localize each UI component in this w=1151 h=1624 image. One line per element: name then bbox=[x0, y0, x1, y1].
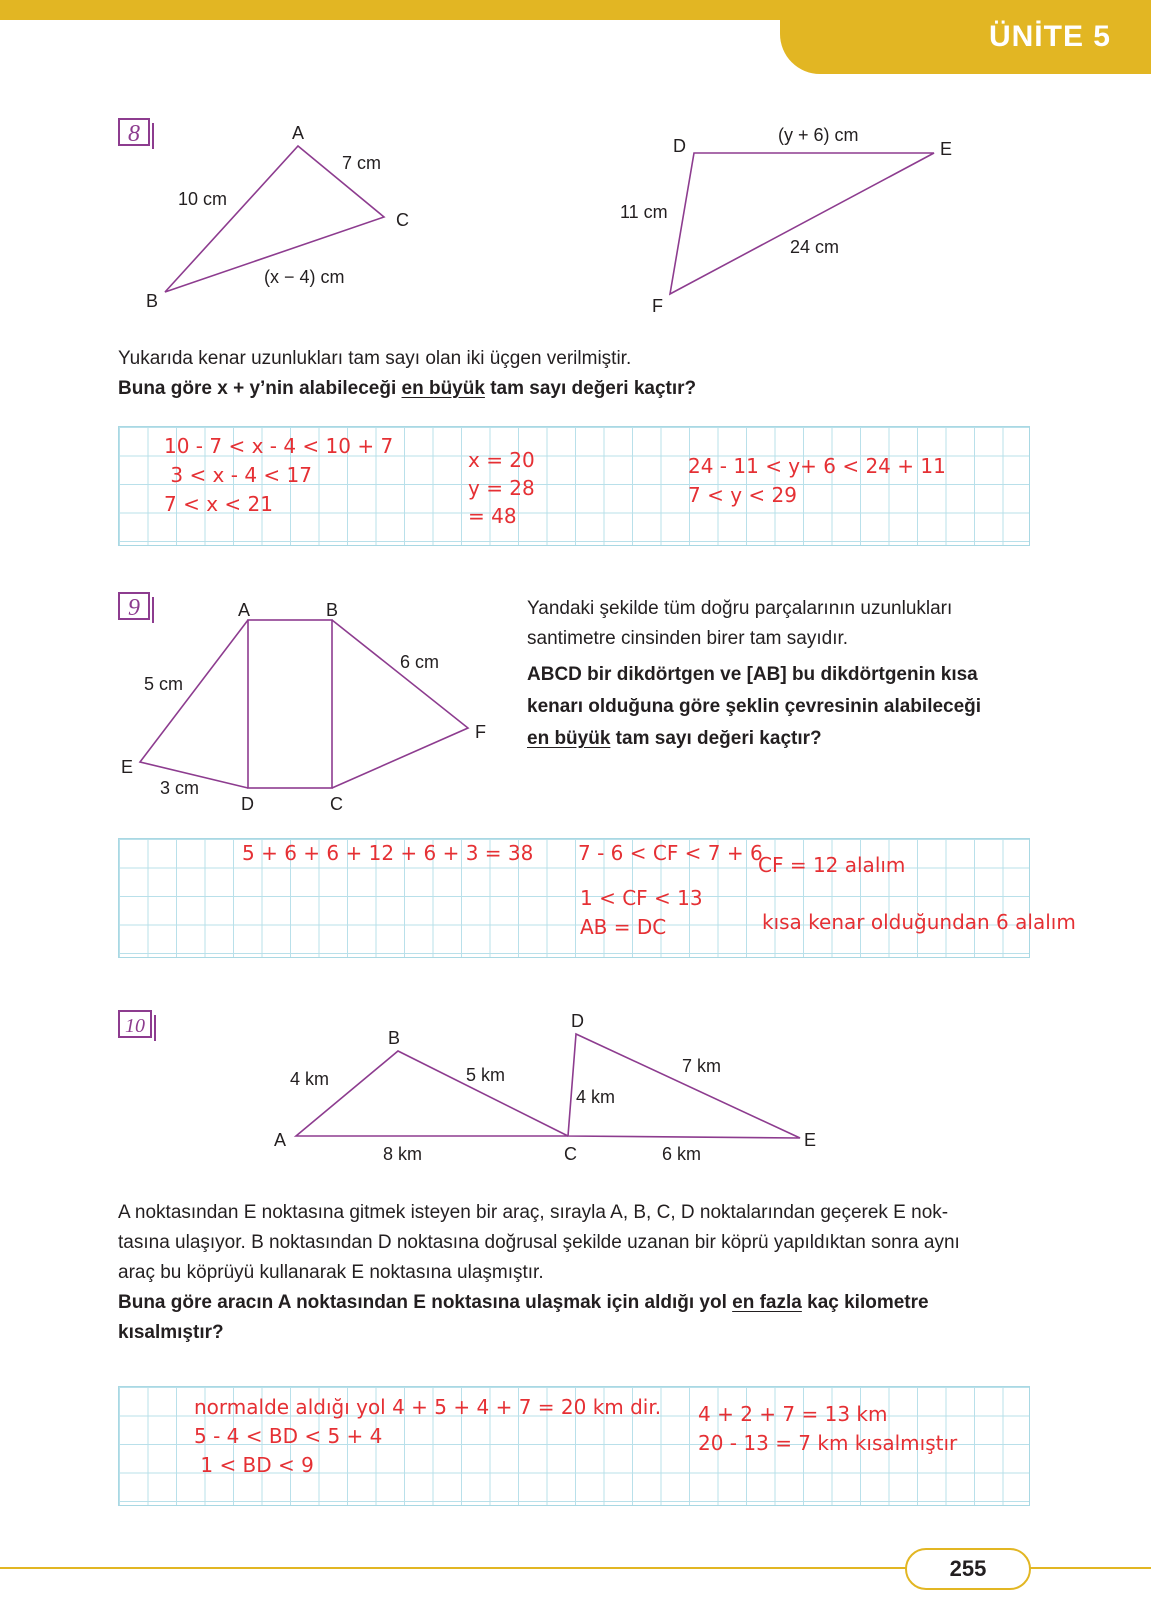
vertex-b-label: B bbox=[146, 291, 159, 311]
q9-side-ae: 5 cm bbox=[144, 674, 184, 694]
q8-answer-col1: 10 - 7 < x - 4 < 10 + 7 3 < x - 4 < 17 7 < x < 21 bbox=[164, 434, 394, 516]
side-df-label: 11 cm bbox=[620, 202, 668, 222]
q10-vertex-e: E bbox=[804, 1130, 817, 1150]
unit-label: ÜNİTE 5 bbox=[988, 20, 1111, 53]
q10-side-ab: 4 km bbox=[290, 1069, 330, 1089]
q9-answer-short-side: kısa kenar olduğundan 6 alalım bbox=[762, 910, 1076, 934]
q8-intro: Yukarıda kenar uzunlukları tam sayı olan iki üçgen verilmiştir. bbox=[118, 348, 632, 369]
q10-side-ce: 6 km bbox=[662, 1144, 702, 1164]
q9-vertex-e: E bbox=[121, 757, 134, 777]
q8-question: Buna göre x + y’nin alabileceği en büyük tam sayı değeri kaçtır? bbox=[118, 378, 697, 399]
side-bc-label: (x − 4) cm bbox=[264, 267, 345, 287]
q10-answer-col1: normalde aldığı yol 4 + 5 + 4 + 7 = 20 km dir. 5 - 4 < BD < 5 + 4 1 < BD < 9 bbox=[194, 1395, 662, 1477]
q10-vertex-d: D bbox=[571, 1011, 584, 1031]
q9-answer-range: 1 < CF < 13 bbox=[580, 886, 703, 910]
vertex-f-label: F bbox=[652, 296, 663, 316]
page-number: 255 bbox=[905, 1548, 1031, 1590]
q9-answer-ineq: 7 - 6 < CF < 7 + 6 bbox=[578, 841, 763, 865]
q10-text: A noktasından E noktasına gitmek isteyen bir araç, sırayla A, B, C, D noktalarından geçerek E nok- tasına ulaşıyor. B noktasından D noktasına doğrusal şekilde uzanan bir köprü yapıldıktan sonra aynı araç bu köprüyü kullanarak E noktasına ulaşmıştır. Buna göre aracın A noktasından E noktasına ulaşmak için aldığı yol en fazla kaç kilometre kısalmıştır? bbox=[118, 1202, 960, 1343]
q9-answer-sum: 5 + 6 + 6 + 12 + 6 + 3 = 38 bbox=[242, 841, 534, 865]
vertex-e-label: E bbox=[940, 139, 953, 159]
side-ef-label: 24 cm bbox=[790, 237, 840, 257]
q10-vertex-b: B bbox=[388, 1028, 401, 1048]
side-de-label: (y + 6) cm bbox=[778, 125, 859, 145]
vertex-a-label: A bbox=[292, 123, 305, 143]
q10-side-de: 7 km bbox=[682, 1056, 722, 1076]
vertex-d-label: D bbox=[673, 136, 686, 156]
q9-side-ed: 3 cm bbox=[160, 778, 200, 798]
q10-vertex-a: A bbox=[274, 1130, 287, 1150]
q8-answer-col3: 24 - 11 < y+ 6 < 24 + 11 7 < y < 29 bbox=[688, 454, 946, 507]
q9-answer-ab-dc: AB = DC bbox=[580, 915, 667, 939]
q9-vertex-a: A bbox=[238, 600, 251, 620]
question-number-9: 9 bbox=[118, 592, 150, 620]
q9-vertex-d: D bbox=[241, 794, 254, 814]
q10-side-cd: 4 km bbox=[576, 1087, 616, 1107]
q10-side-bc: 5 km bbox=[466, 1065, 506, 1085]
q10-side-ac: 8 km bbox=[383, 1144, 423, 1164]
q10-answer-col2: 4 + 2 + 7 = 13 km 20 - 13 = 7 km kısalmıştır bbox=[698, 1402, 958, 1455]
q10-vertex-c: C bbox=[564, 1144, 577, 1164]
q8-answer-col2: x = 20 y = 28 = 48 bbox=[468, 448, 535, 528]
question-number-8: 8 bbox=[118, 118, 150, 146]
q9-text: Yandaki şekilde tüm doğru parçalarının uzunlukları santimetre cinsinden birer tam sayıdır. ABCD bir dikdörtgen ve [AB] bu dikdörtgenin kısa kenarı olduğuna göre şeklin çevresinin alabileceği en büyük tam sayı değeri kaçtır? bbox=[527, 598, 982, 749]
q9-vertex-f: F bbox=[475, 722, 486, 742]
question-number-10: 10 bbox=[118, 1010, 152, 1038]
side-ab-label: 10 cm bbox=[178, 189, 228, 209]
q9-answer-cf: CF = 12 alalım bbox=[758, 853, 906, 877]
side-ac-label: 7 cm bbox=[342, 153, 382, 173]
q9-side-bf: 6 cm bbox=[400, 652, 440, 672]
q9-vertex-c: C bbox=[330, 794, 343, 814]
vertex-c-label: C bbox=[396, 210, 409, 230]
q9-vertex-b: B bbox=[326, 600, 339, 620]
